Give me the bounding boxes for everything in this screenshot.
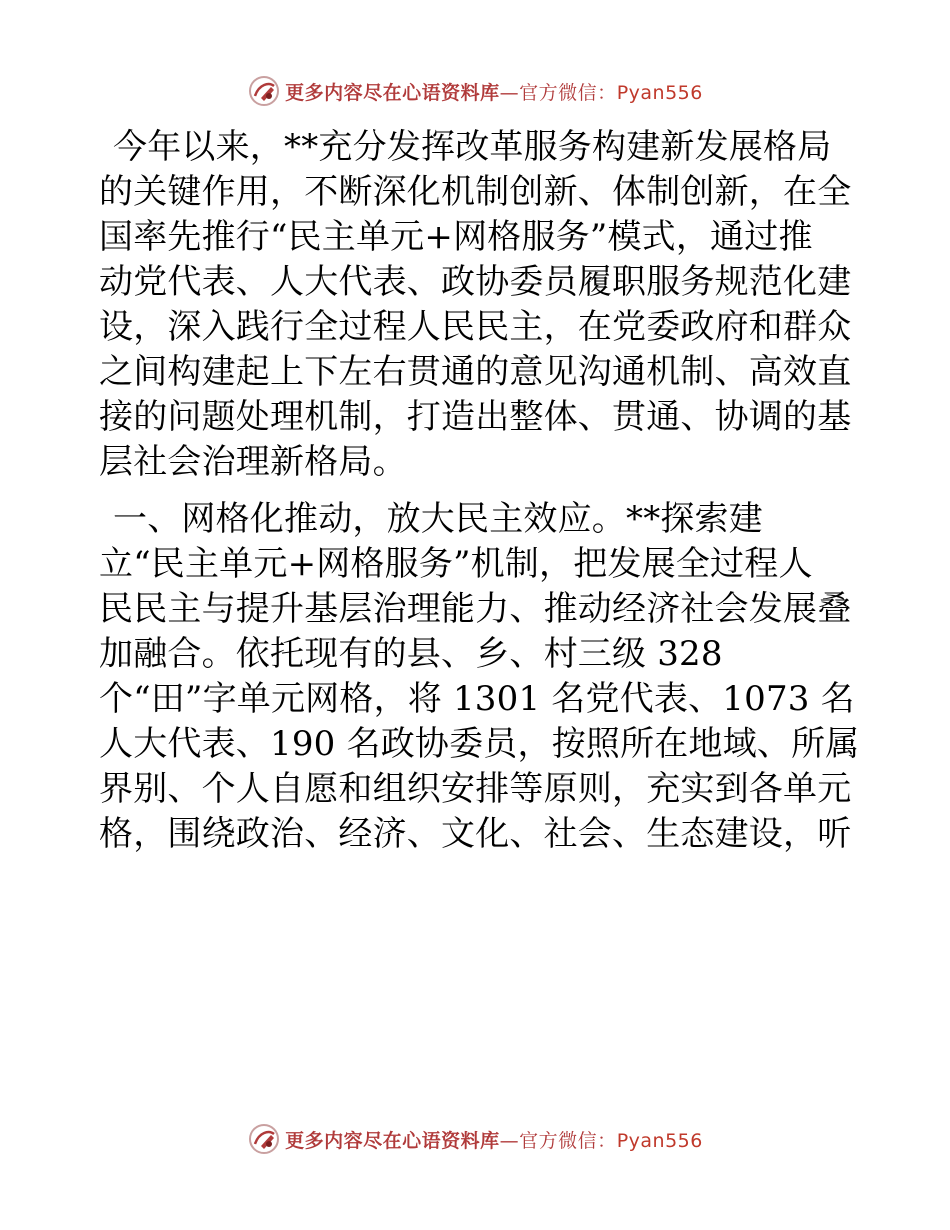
text-line: 之间构建起上下左右贯通的意见沟通机制、高效直: [99, 352, 852, 392]
text-line: 人大代表、190 名政协委员，按照所在地域、所属: [99, 724, 860, 764]
text-line: 接的问题处理机制，打造出整体、贯通、协调的基: [99, 397, 852, 437]
text-line: 设，深入践行全过程人民民主，在党委政府和群众: [99, 307, 852, 347]
header-banner-text: [285, 78, 703, 105]
text-line: 国率先推行“民主单元+网格服务”模式，通过推: [99, 217, 813, 257]
text-line: 一、网格化推动，放大民主效应。**探索建: [113, 499, 763, 539]
text-line: 立“民主单元+网格服务”机制，把发展全过程人: [99, 544, 813, 584]
header-banner-lead: 更多内容尽在心语资料库: [285, 81, 500, 104]
text-line: 民民主与提升基层治理能力、推动经济社会发展叠: [99, 589, 852, 629]
footer-banner-wechat-id: Pyan556: [616, 1129, 703, 1152]
document-body: [99, 125, 859, 857]
text-line: 加融合。依托现有的县、乡、村三级 328: [99, 634, 723, 674]
pen-circle-logo-icon: [247, 74, 281, 108]
footer-banner-lead: 更多内容尽在心语资料库: [285, 1129, 500, 1152]
header-banner-dash: —: [499, 81, 520, 104]
text-line: 动党代表、人大代表、政协委员履职服务规范化建: [99, 262, 852, 302]
text-line: 层社会治理新格局。: [99, 442, 407, 482]
paragraph-1: [99, 125, 859, 485]
text-line: 格，围绕政治、经济、文化、社会、生态建设，听: [99, 814, 852, 854]
header-banner-tail: 官方微信：: [519, 81, 617, 104]
text-line: 界别、个人自愿和组织安排等原则，充实到各单元: [99, 769, 852, 809]
header-banner-wechat-id: Pyan556: [616, 81, 703, 104]
paragraph-2: [99, 497, 859, 857]
footer-banner-text: [285, 1126, 703, 1153]
footer-banner-tail: 官方微信：: [519, 1129, 617, 1152]
footer-banner-dash: —: [499, 1129, 520, 1152]
header-banner: [0, 71, 950, 111]
footer-banner: [0, 1119, 950, 1159]
text-line: 个“田”字单元网格，将 1301 名党代表、1073 名: [99, 679, 855, 719]
text-line: 的关键作用，不断深化机制创新、体制创新，在全: [99, 172, 852, 212]
pen-circle-logo-icon: [247, 1122, 281, 1156]
text-line: 今年以来，**充分发挥改革服务构建新发展格局: [113, 127, 832, 167]
